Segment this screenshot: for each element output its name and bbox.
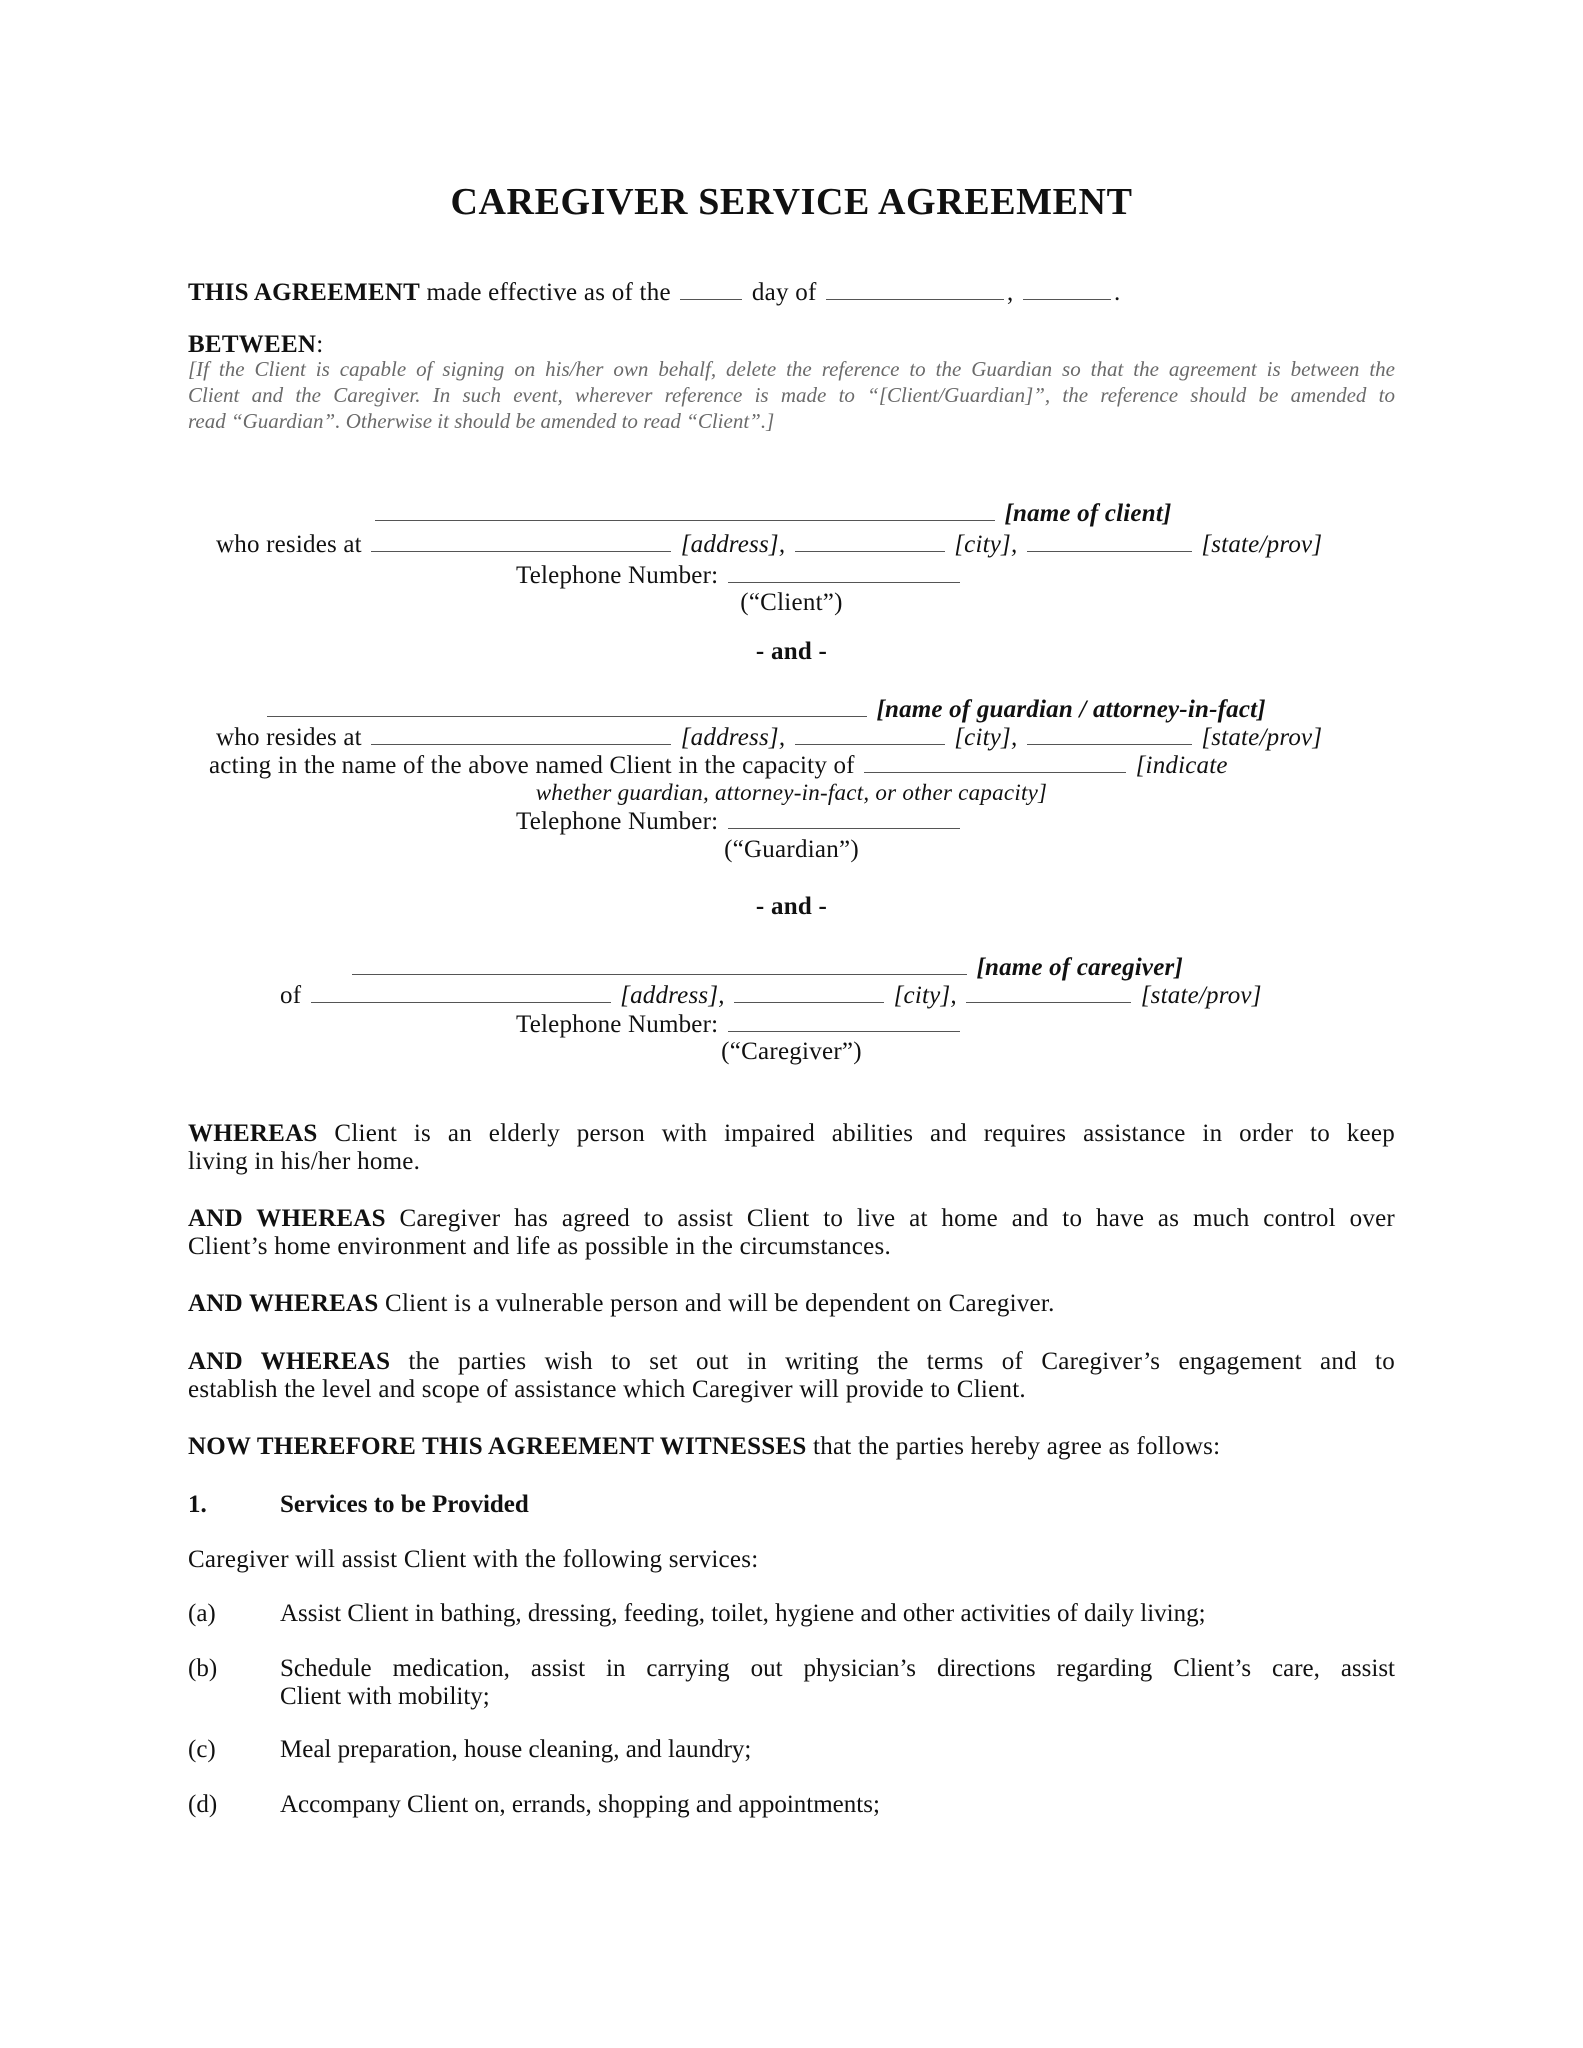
date-comma: , [1007, 279, 1014, 306]
list-item-label: (b) [188, 1655, 218, 1682]
month-blank[interactable] [826, 277, 1004, 300]
client-address-row [216, 529, 1322, 560]
guardian-defined-term: (“Guardian”) [724, 836, 859, 863]
client-state-blank[interactable] [1027, 529, 1192, 552]
recital-lead: WHEREAS [188, 1120, 318, 1147]
caregiver-name-placeholder: [name of caregiver] [976, 954, 1183, 981]
recital-lead: AND WHEREAS [188, 1348, 391, 1375]
guardian-address-row [216, 722, 1322, 753]
guardian-name-row [267, 694, 1266, 725]
between-colon: : [316, 331, 324, 358]
caregiver-name-blank[interactable] [352, 952, 967, 975]
guardian-address-blank[interactable] [371, 722, 671, 745]
list-item-text: Schedule medication, assist in carrying out physician’s directions regarding Client’s care, assist [280, 1655, 1395, 1682]
caregiver-state-placeholder: [state/prov] [1140, 982, 1262, 1009]
recital-and-whereas [188, 1289, 1395, 1319]
drafting-note-line: Client and the Caregiver. In such event, wherever reference is made to “[Client/Guardian]”, the reference should be amended to [188, 383, 1395, 407]
recital-and-whereas [188, 1347, 1395, 1377]
recital-lead: AND WHEREAS [188, 1205, 386, 1232]
recital-text-continued: establish the level and scope of assistance which Caregiver will provide to Client. [188, 1376, 1026, 1403]
caregiver-state-blank[interactable] [966, 980, 1131, 1003]
and-separator: - and - [755, 893, 828, 920]
guardian-indicate-placeholder-continued: whether guardian, attorney-in-fact, or other capacity] [535, 780, 1048, 805]
recital-text-continued: Client’s home environment and life as possible in the circumstances. [188, 1233, 891, 1260]
list-item-text: Accompany Client on, errands, shopping and appointments; [280, 1791, 880, 1818]
guardian-resides-label: who resides at [216, 724, 362, 751]
guardian-state-blank[interactable] [1027, 722, 1192, 745]
client-name-row [375, 498, 1172, 529]
caregiver-address-placeholder: [address], [620, 982, 725, 1009]
guardian-name-placeholder: [name of guardian / attorney-in-fact] [876, 696, 1266, 723]
recital-text: Client is a vulnerable person and will be dependent on Caregiver. [385, 1290, 1055, 1317]
recital-text-continued: living in his/her home. [188, 1148, 421, 1175]
recital-and-whereas [188, 1204, 1395, 1234]
guardian-city-blank[interactable] [795, 722, 945, 745]
effective-lead: THIS AGREEMENT [188, 279, 421, 306]
document-title: CAREGIVER SERVICE AGREEMENT [450, 181, 1133, 223]
list-item-label: (a) [188, 1600, 216, 1627]
guardian-telephone-blank[interactable] [728, 806, 960, 829]
day-blank[interactable] [680, 277, 742, 300]
effective-date-line [188, 277, 1121, 308]
drafting-note-line: [If the Client is capable of signing on his/her own behalf, delete the reference to the Guardian so that the agreement is between the [188, 357, 1395, 381]
list-item-text: Meal preparation, house cleaning, and laundry; [280, 1736, 752, 1763]
client-telephone-label: Telephone Number: [516, 562, 719, 589]
drafting-note-line: read “Guardian”. Otherwise it should be amended to read “Client”.] [188, 409, 775, 433]
caregiver-city-blank[interactable] [734, 980, 884, 1003]
guardian-address-placeholder: [address], [680, 724, 786, 751]
guardian-state-placeholder: [state/prov] [1201, 724, 1323, 751]
recital-lead: AND WHEREAS [188, 1290, 379, 1317]
client-address-placeholder: [address], [680, 531, 786, 558]
caregiver-city-placeholder: [city], [893, 982, 957, 1009]
caregiver-of-label: of [280, 982, 302, 1009]
guardian-capacity-blank[interactable] [864, 750, 1126, 773]
caregiver-telephone-blank[interactable] [728, 1009, 960, 1032]
effective-text-1: made effective as of the [426, 279, 671, 306]
list-item-label: (c) [188, 1736, 216, 1763]
and-separator: - and - [755, 638, 828, 665]
caregiver-address-row [280, 980, 1262, 1011]
client-telephone-blank[interactable] [728, 560, 960, 583]
date-period: . [1114, 279, 1121, 306]
section-heading: Services to be Provided [280, 1491, 529, 1518]
guardian-telephone-label: Telephone Number: [516, 808, 719, 835]
client-defined-term: (“Client”) [740, 589, 843, 616]
guardian-indicate-placeholder: [indicate [1135, 752, 1228, 779]
section-number: 1. [188, 1491, 207, 1518]
witnesses-clause [188, 1432, 1395, 1462]
guardian-telephone-row [516, 806, 963, 837]
caregiver-telephone-label: Telephone Number: [516, 1011, 719, 1038]
effective-text-2: day of [751, 279, 817, 306]
witnesses-lead: NOW THEREFORE THIS AGREEMENT WITNESSES [188, 1433, 807, 1460]
client-state-placeholder: [state/prov] [1201, 531, 1323, 558]
recital-text: the parties wish to set out in writing the terms of Caregiver’s engagement and to [408, 1348, 1396, 1375]
caregiver-telephone-row [516, 1009, 963, 1040]
caregiver-address-blank[interactable] [311, 980, 611, 1003]
client-city-blank[interactable] [795, 529, 945, 552]
recital-text: Caregiver has agreed to assist Client to live at home and to have as much control over [399, 1205, 1395, 1232]
guardian-capacity-row [209, 750, 1228, 781]
list-item-text: Assist Client in bathing, dressing, feeding, toilet, hygiene and other activities of daily living; [280, 1600, 1206, 1627]
client-address-blank[interactable] [371, 529, 671, 552]
list-item-label: (d) [188, 1791, 218, 1818]
section-intro: Caregiver will assist Client with the following services: [188, 1546, 759, 1573]
between-label: BETWEEN [188, 331, 317, 358]
recital-whereas [188, 1119, 1395, 1149]
client-telephone-row [516, 560, 963, 591]
client-name-placeholder: [name of client] [1004, 500, 1172, 527]
caregiver-defined-term: (“Caregiver”) [721, 1038, 862, 1065]
client-city-placeholder: [city], [954, 531, 1018, 558]
year-blank[interactable] [1023, 277, 1111, 300]
recital-text: Client is an elderly person with impaired abilities and requires assistance in order to keep [334, 1120, 1395, 1147]
caregiver-name-row [352, 952, 1183, 983]
guardian-city-placeholder: [city], [954, 724, 1018, 751]
guardian-acting-text: acting in the name of the above named Client in the capacity of [209, 752, 855, 779]
witnesses-text: that the parties hereby agree as follows: [813, 1433, 1221, 1460]
client-resides-label: who resides at [216, 531, 362, 558]
list-item-text-continued: Client with mobility; [280, 1683, 490, 1710]
client-name-blank[interactable] [375, 498, 995, 521]
guardian-name-blank[interactable] [267, 694, 867, 717]
